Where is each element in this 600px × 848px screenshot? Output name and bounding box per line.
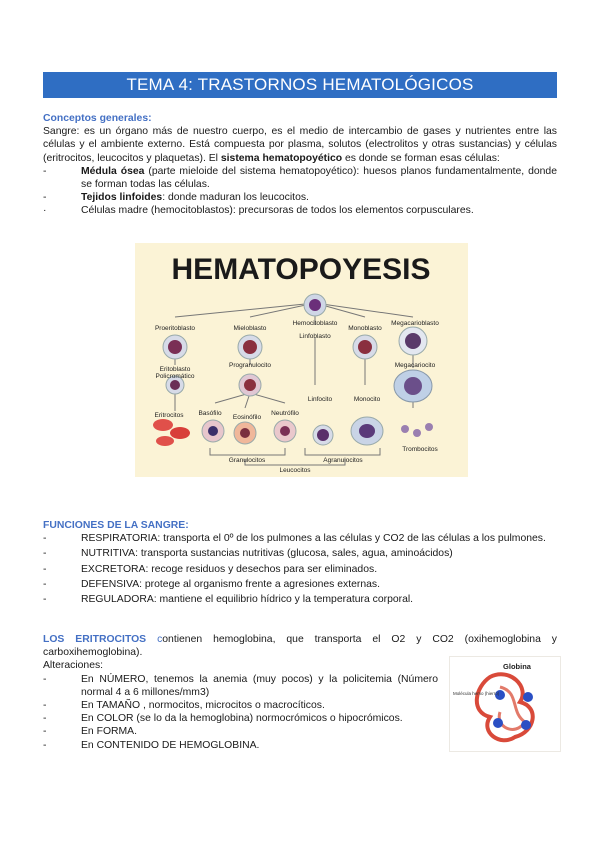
item-text: DEFENSIVA: protege al organismo frente a agresiones externas. [81,578,380,590]
hemo-group [523,692,533,702]
list-item [43,165,557,191]
conceptos-paragraph [43,125,557,165]
nucleus [240,428,250,438]
list-item [43,593,557,606]
page-title: TEMA 4: TRASTORNOS HEMATOLÓGICOS [43,72,557,98]
eritrocitos-heading: LOS ERITROCITOS [43,634,147,645]
trombocito [401,425,409,433]
list-item [43,191,557,204]
label-proeritoblasto: Proeritoblasto [154,325,196,332]
label-trombocitos: Trombocitos [402,446,438,453]
item-text: NUTRITIVA: transporta sustancias nutritivas (glucosa, sales, agua, aminoácidos) [81,548,453,560]
conceptos-section [43,112,557,218]
hemo-group [521,720,531,730]
trombocito [425,423,433,431]
hematopoyesis-figure [135,243,468,477]
list-item [43,673,438,699]
item-text: RESPIRATORIA: transporta el 0º de los pulmones a las células y CO2 de las células a los pulmones. [81,533,546,545]
list-item [43,739,438,752]
eritrocito-cell [156,436,174,446]
bullet: - [43,578,47,590]
nucleus [317,429,329,441]
nucleus [359,424,375,438]
hemo-group [493,718,503,728]
conceptos-bold: sistema hematopoyético [220,152,343,164]
item-text: En CONTENIDO DE HEMOGLOBINA. [81,739,260,751]
bullet: - [43,594,47,606]
bullet: - [43,739,47,751]
eritrocito-cell [153,419,173,431]
item-text: En NÚMERO, tenemos la anemia (muy pocos) y la policitemia (Número normal 4 a 6 millones/mm3) [81,673,438,698]
bullet: - [43,192,47,204]
label-monocito: Monocito [353,396,381,403]
item-text: Células madre (hemocitoblastos): precursoras de todos los elementos corpusculares. [81,205,474,217]
globina-illustration [450,657,560,751]
hemo-label: Molécula hemo (hierro) [453,691,500,696]
alteraciones-list [43,673,438,752]
label-megacariocito: Megacariocito [394,362,436,369]
nucleus [280,426,290,436]
item-text: : donde maduran los leucocitos. [162,192,309,204]
item-bold: Tejidos linfoides [81,192,163,204]
list-item [43,204,557,217]
bullet: - [43,533,47,545]
bullet: · [43,205,47,217]
bullet: - [43,713,47,725]
bullet: - [43,700,47,712]
list-item [43,712,438,725]
nucleus [358,340,372,354]
nucleus [309,299,321,311]
eritrocitos-intro-text: ontienen hemoglobina, que transporta el O2 y CO2 (oxihemoglobina y carboxihemoglobina). [43,634,557,659]
nucleus [404,377,422,395]
label-granulocitos: Granulocitos [228,457,266,464]
item-text: En COLOR (se lo da la hemoglobina) normocrómicos o hipocrómicos. [81,713,403,725]
label-eritoblasto: Eritoblasto [159,366,191,373]
bullet: - [43,726,47,738]
eritrocitos-c-letter: c [157,634,163,645]
label-policromatico: Policromático [155,373,195,380]
label-eosinofilo: Eosinófilo [232,414,262,421]
label-linfoblasto: Linfoblasto [299,333,331,340]
label-progranulocito: Progranulocito [229,362,271,369]
label-hemocitoblasto: Hemocitoblasto [292,320,338,327]
label-mieloblasto: Mieloblasto [233,325,267,332]
item-text: REGULADORA: mantiene el equilibrio hídrico y la temperatura corporal. [81,594,414,606]
nucleus [170,380,180,390]
hematopoyesis-diagram [135,243,468,477]
item-text: En TAMAÑO , normocitos, microcitos o macrocíticos. [81,700,325,712]
label-agranulocitos: Agranulocitos [323,457,363,464]
list-item [43,578,557,591]
trombocito [413,429,421,437]
nucleus [243,340,257,354]
item-text: (parte mieloide del sistema hematopoyético): huesos planos fundamentalmente, donde se forman todas las células. [81,165,557,191]
item-text: En FORMA. [81,726,138,738]
conceptos-heading: Conceptos generales: [43,113,152,124]
bullet: - [43,548,47,560]
label-neutrofilo: Neutrófilo [271,410,299,417]
label-eritrocitos: Eritrocitos [154,412,184,419]
label-megacarioblasto: Megacarioblasto [391,320,439,327]
figure-labels [155,320,440,474]
nucleus [405,333,421,349]
nucleus [168,340,182,354]
cells [153,294,433,446]
list-item [43,563,557,576]
conceptos-text-a: Sangre: es un órgano más de nuestro cuerpo, es el medio de intercambio de gases y nutrientes entre las células y el ambiente externo. Está compuesta por plasma, solutos (electrolitos y otras sustancias) y células (eritrocitos, leucocitos y plaquetas). El [43,126,557,164]
item-bold: Médula ósea [81,165,145,177]
item-text: EXCRETORA: recoge residuos y desechos para ser eliminados. [81,563,378,575]
globina-label: Globina [503,662,531,671]
label-leucocitos: Leucocitos [279,467,311,474]
label-linfocito: Linfocito [307,396,333,403]
conceptos-text-b: es donde se forman esas células: [342,152,500,164]
eritrocito-cell [170,427,190,439]
bullet: - [43,165,47,177]
nucleus [208,426,218,436]
list-item [43,532,557,545]
list-item [43,725,438,738]
globina-image [449,656,561,752]
list-item [43,699,438,712]
label-monoblasto: Monoblasto [348,325,382,332]
figure-title: HEMATOPOYESIS [171,253,431,286]
nucleus [244,379,256,391]
list-item [43,547,557,560]
alteraciones-label: Alteraciones: [43,660,104,672]
bullet: - [43,673,47,685]
label-basofilo: Basófilo [198,410,222,417]
funciones-heading: FUNCIONES DE LA SANGRE: [43,520,189,531]
bullet: - [43,563,47,575]
globina-chain [477,674,533,740]
funciones-section [43,519,557,606]
